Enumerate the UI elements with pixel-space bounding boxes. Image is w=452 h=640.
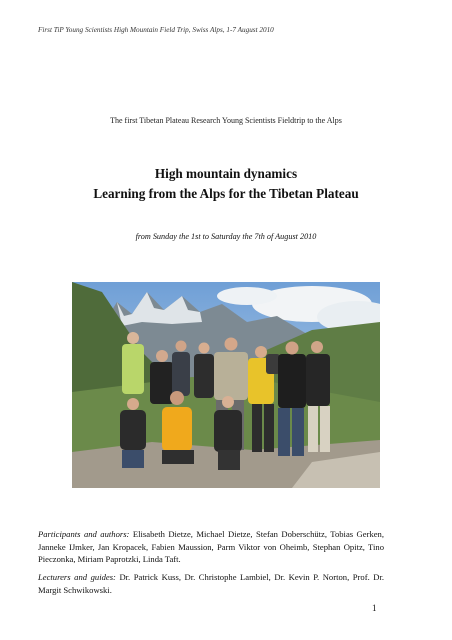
group-photo-illustration: [72, 282, 380, 488]
lecturers-paragraph: [38, 571, 384, 596]
title-line-1: High mountain dynamics: [154, 166, 298, 181]
page-number: 1: [372, 603, 377, 613]
participants-paragraph: [38, 528, 384, 566]
trip-dates: from Sunday the 1st to Saturday the 7th of August 2010: [135, 232, 317, 241]
title-line-2: Learning from the Alps for the Tibetan Plateau: [93, 186, 359, 201]
lecturers-names: Dr. Patrick Kuss, Dr. Christophe Lambiel, Dr. Kevin P. Norton, Prof. Dr. Margit Schwikowski.: [38, 572, 384, 595]
participants-label: Participants and authors:: [38, 529, 130, 539]
participants-names: Elisabeth Dietze, Michael Dietze, Stefan Doberschütz, Tobias Gerken, Janneke IJmker, Jan Kropacek, Fabien Maussion, Parm Viktor von Oheimb, Stephan Opitz, Tino Pieczonka, Miriam Paprotzki, Linda Taft.: [38, 529, 384, 564]
document-subtitle: The first Tibetan Plateau Research Young Scientists Fieldtrip to the Alps: [110, 116, 342, 125]
group-photo: [72, 282, 380, 488]
running-header: First TiP Young Scientists High Mountain Field Trip, Swiss Alps, 1-7 August 2010: [38, 26, 274, 34]
lecturers-label: Lecturers and guides:: [38, 572, 116, 582]
document-title: [0, 164, 452, 204]
